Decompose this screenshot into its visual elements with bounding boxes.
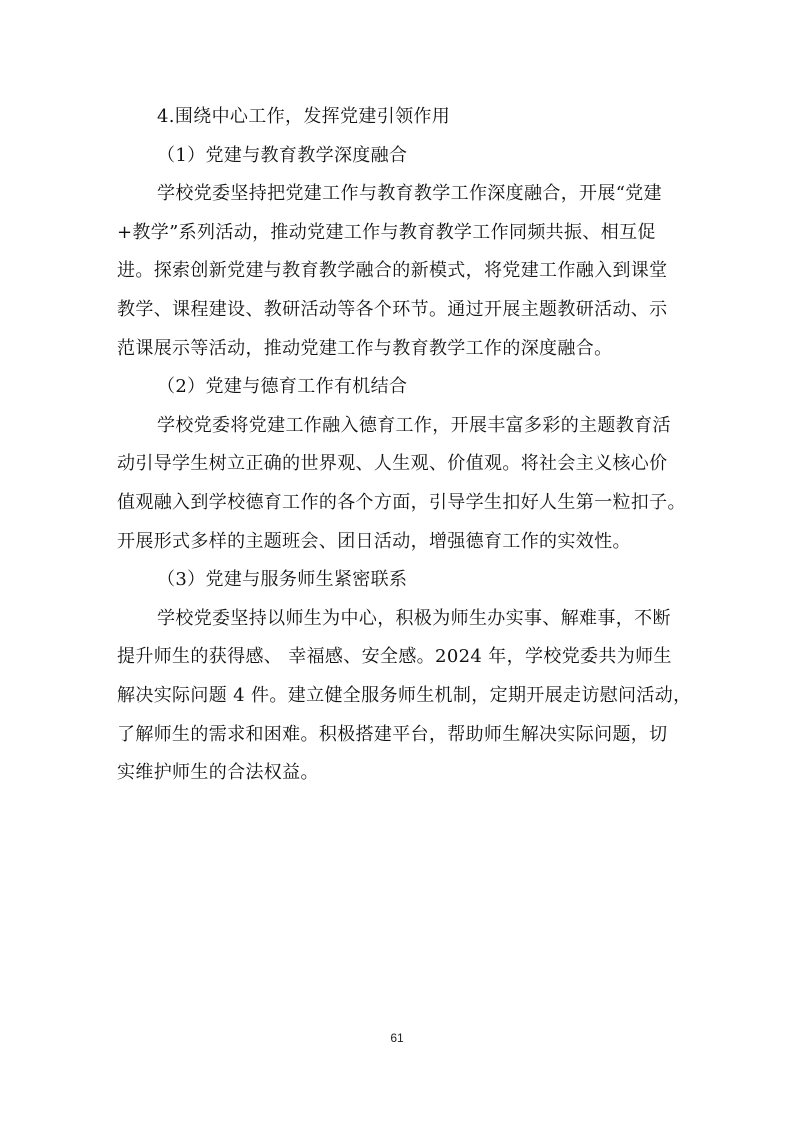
paragraph-line: 学校党委将党建工作融入德育工作，开展丰富多彩的主题教育活 — [157, 414, 671, 436]
paragraph-line: 动引导学生树立正确的世界观、人生观、价值观。将社会主义核心价 — [117, 453, 668, 475]
paragraph-line: 范课展示等活动，推动党建工作与教育教学工作的深度融合。 — [117, 337, 613, 359]
paragraph-2 — [117, 407, 686, 561]
paragraph-line: +教学”系列活动，推动党建工作与教育教学工作同频共振、相互促 — [117, 221, 656, 243]
page-number: 61 — [390, 1031, 404, 1045]
paragraph-line: 开展形式多样的主题班会、团日活动，增强德育工作的实效性。 — [117, 530, 631, 552]
paragraph-3 — [117, 600, 692, 793]
subsection-title-2: （2）党建与德育工作有机结合 — [157, 376, 408, 398]
paragraph-line: 了解师生的需求和困难。积极搭建平台，帮助师生解决实际问题，切 — [117, 723, 668, 745]
paragraph-line: 教学、课程建设、教研活动等各个环节。通过开展主题教研活动、示 — [117, 298, 668, 320]
paragraph-line: 实维护师生的合法权益。 — [117, 762, 319, 784]
subsection-title-1: （1）党建与教育教学深度融合 — [157, 144, 408, 166]
paragraph-line: 值观融入到学校德育工作的各个方面，引导学生扣好人生第一粒扣子。 — [117, 491, 686, 513]
document-body — [117, 98, 692, 793]
section-heading: 4.围绕中心工作，发挥党建引领作用 — [157, 106, 451, 127]
paragraph-line: 学校党委坚持以师生为中心，积极为师生办实事、解难事，不断 — [157, 607, 671, 629]
paragraph-1 — [117, 175, 677, 368]
paragraph-line: 学校党委坚持把党建工作与教育教学工作深度融合，开展“党建 — [157, 183, 662, 205]
paragraph-line: 提升师生的获得感、 幸福感、安全感。2024 年，学校党委共为师生 — [117, 646, 672, 668]
paragraph-line: 解决实际问题 4 件。建立健全服务师生机制，定期开展走访慰问活动， — [117, 684, 692, 706]
subsection-title-3: （3）党建与服务师生紧密联系 — [157, 569, 408, 591]
paragraph-line: 进。探索创新党建与教育教学融合的新模式，将党建工作融入到课堂 — [117, 260, 668, 282]
